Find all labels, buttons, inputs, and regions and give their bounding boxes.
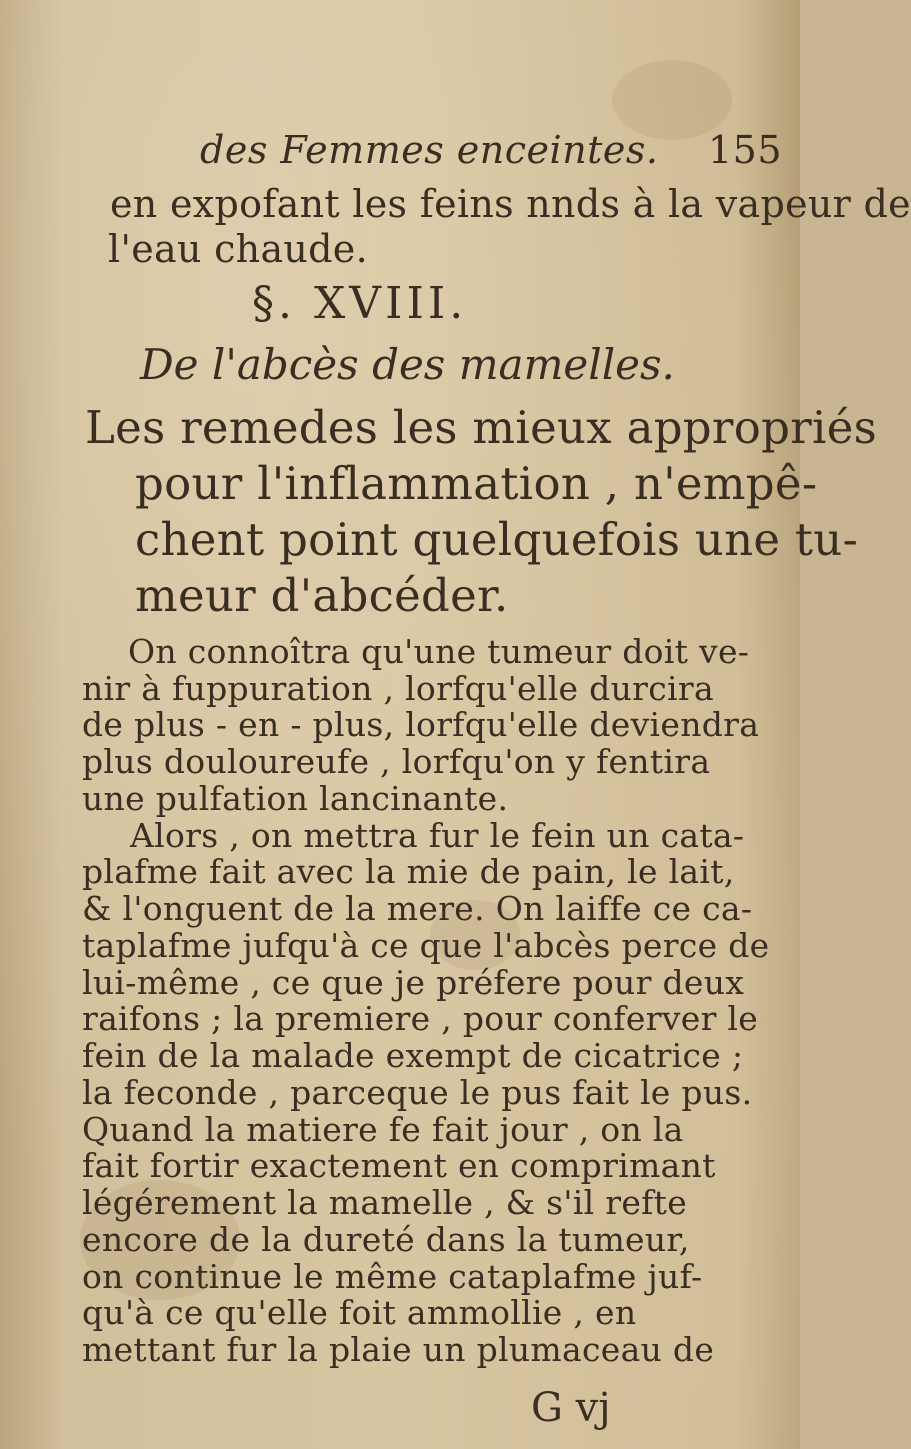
text-line: Alors , on mettra fur le fein un cata-	[130, 815, 745, 855]
summary-line: meur d'abcéder.	[135, 569, 509, 622]
section-number: §. XVIII.	[252, 278, 468, 329]
text-line: en expofant les feins nnds à la vapeur de	[110, 182, 911, 226]
text-line: la feconde , parceque le pus fait le pus.	[82, 1072, 753, 1112]
summary-line: chent point quelquefois une tu-	[135, 513, 859, 566]
running-header	[200, 128, 783, 178]
catchword: G vj	[531, 1385, 611, 1431]
running-title: des Femmes enceintes.	[200, 128, 659, 172]
text-line: de plus - en - plus, lorfqu'elle deviendra	[82, 705, 760, 745]
section-title: De l'abcès des mamelles.	[140, 340, 675, 389]
text-line: nir à fuppuration , lorfqu'elle durcira	[82, 668, 714, 708]
text-line: fait fortir exactement en comprimant	[82, 1146, 716, 1186]
text-line: une pulfation lancinante.	[82, 778, 509, 818]
text-line: taplafme jufqu'à ce que l'abcès perce de	[82, 925, 770, 965]
text-line: qu'à ce qu'elle foit ammollie , en	[82, 1293, 637, 1333]
text-line: l'eau chaude.	[108, 227, 368, 271]
page-number: 155	[708, 128, 783, 172]
summary-line: pour l'inflammation , n'empê-	[135, 457, 818, 510]
text-line: légérement la mamelle , & s'il refte	[82, 1183, 688, 1223]
text-line: Quand la matiere fe fait jour , on la	[82, 1109, 684, 1149]
summary-line: Les remedes les mieux appropriés	[85, 401, 878, 454]
text-line: On connoîtra qu'une tumeur doit ve-	[128, 632, 750, 671]
text-line: plus douloureufe , lorfqu'on y fentira	[82, 742, 711, 782]
text-line: on continue le même cataplafme juf-	[82, 1256, 703, 1296]
text-line: fein de la malade exempt de cicatrice ;	[82, 1036, 744, 1076]
text-line: encore de la dureté dans la tumeur,	[82, 1219, 690, 1259]
text-line: plafme fait avec la mie de pain, le lait,	[82, 852, 735, 892]
text-line: mettant fur la plaie un plumaceau de	[82, 1330, 715, 1369]
text-line: raifons ; la premiere , pour conferver le	[82, 999, 759, 1039]
text-line: lui-même , ce que je préfere pour deux	[82, 962, 745, 1002]
text-line: & l'onguent de la mere. On laiffe ce ca-	[82, 889, 753, 929]
